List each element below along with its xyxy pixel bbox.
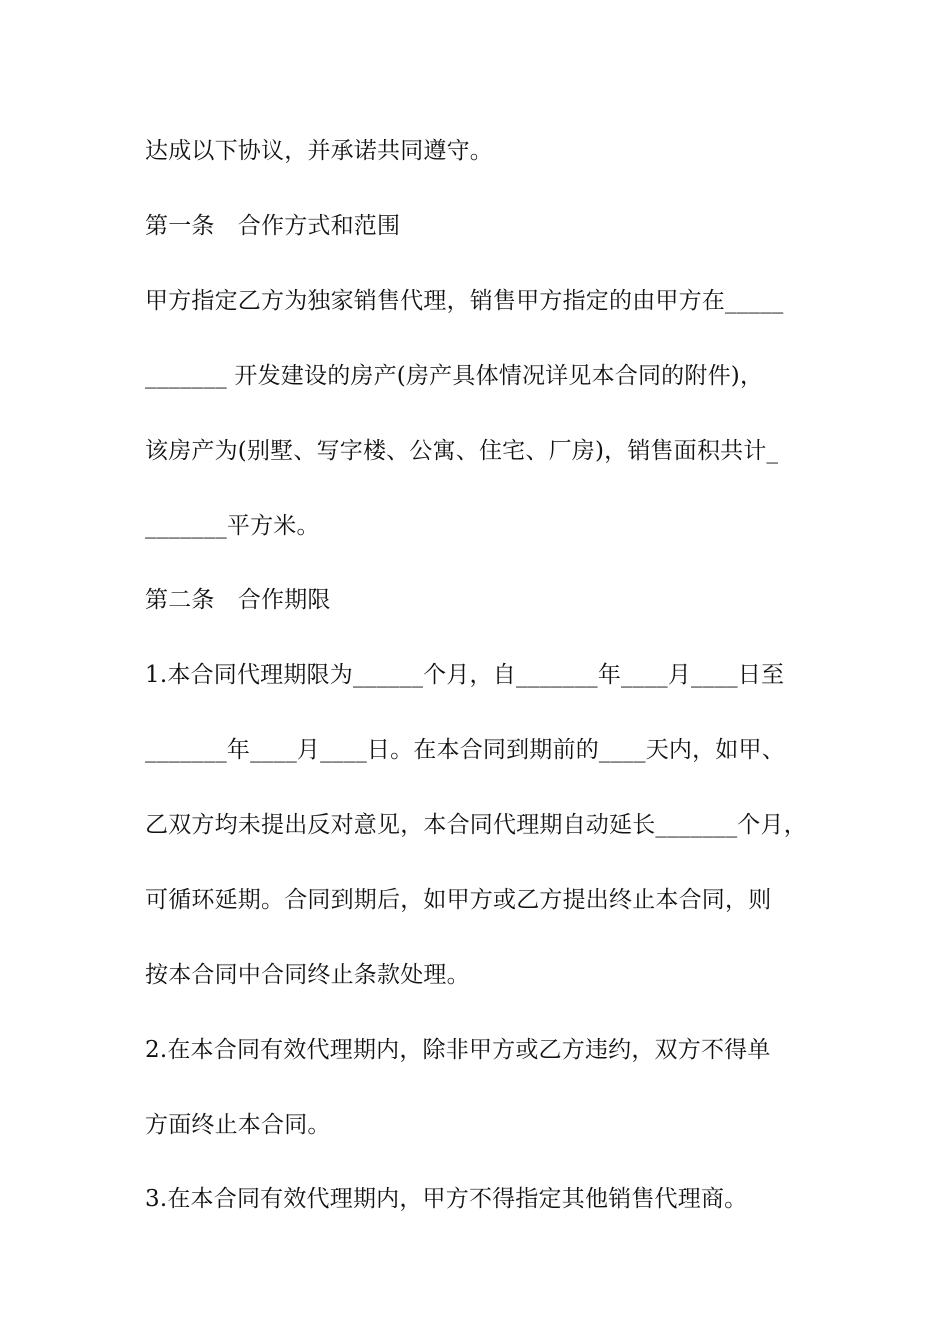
article-1-text-line-4: _______平方米。 (145, 513, 320, 539)
article-1-text-line-1: 甲方指定乙方为独家销售代理，销售甲方指定的由甲方在_____ (145, 288, 784, 314)
article-1-text-line-2: _______ 开发建设的房产(房产具体情况详见本合同的附件)， (145, 363, 764, 389)
article-2-clause-1-line-3: 乙双方均未提出反对意见，本合同代理期自动延长_______个月， (145, 812, 807, 838)
article-2-clause-2-line-1: 2.在本合同有效代理期内，除非甲方或乙方违约，双方不得单 (145, 1037, 771, 1063)
article-2-clause-1-line-4: 可循环延期。合同到期后，如甲方或乙方提出终止本合同，则 (145, 887, 772, 913)
article-2-clause-3-line-1: 3.在本合同有效代理期内，甲方不得指定其他销售代理商。 (145, 1186, 748, 1212)
article-2-heading: 第二条 合作期限 (145, 587, 331, 613)
text-line-agreement-intro: 达成以下协议，并承诺共同遵守。 (145, 138, 493, 164)
article-2-clause-1-line-2: _______年____月____日。在本合同到期前的____天内，如甲、 (145, 737, 785, 763)
article-2-clause-1-line-1: 1.本合同代理期限为______个月，自_______年____月____日至 (145, 662, 785, 688)
article-2-clause-1-line-5: 按本合同中合同终止条款处理。 (145, 962, 470, 988)
article-1-heading: 第一条 合作方式和范围 (145, 213, 401, 239)
article-2-clause-2-line-2: 方面终止本合同。 (145, 1112, 331, 1138)
article-1-text-line-3: 该房产为(别墅、写字楼、公寓、住宅、厂房)，销售面积共计_ (145, 438, 779, 464)
